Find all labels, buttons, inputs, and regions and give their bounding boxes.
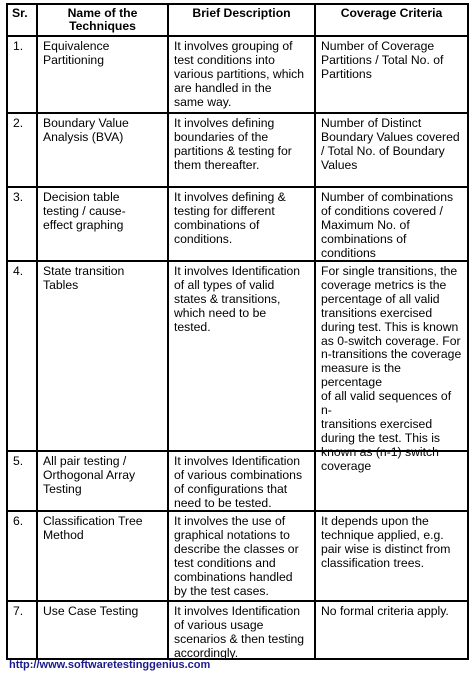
row-description: It involves Identification of various usage scenarios & then testing accordingly.	[167, 600, 314, 660]
techniques-table	[6, 3, 469, 660]
row-description: It involves Identification of all types of valid states & transitions, which need to be tested.	[167, 260, 314, 450]
row-technique: Boundary Value Analysis (BVA)	[36, 112, 167, 186]
row-coverage: Number of Coverage Partitions / Total No. of Partitions	[314, 35, 469, 112]
row-sr: 7.	[6, 600, 36, 660]
source-url-footer: http://www.softwaretestinggenius.com	[9, 659, 211, 671]
row-description: It involves Identification of various combinations of configurations that need to be tested.	[167, 450, 314, 510]
table-row	[6, 35, 469, 112]
row-sr: 5.	[6, 450, 36, 510]
table-row	[6, 112, 469, 186]
row-technique: Decision table testing / cause- effect graphing	[36, 186, 167, 260]
row-sr: 6.	[6, 510, 36, 600]
row-coverage: For single transitions, the coverage metrics is the percentage of all valid transitions exercised during test. This is known as 0-switch coverage. For n-transitions the coverage measure is the percentage of all valid sequences of n- transitions exercised during the test. This is known as (n-1) switch coverage	[314, 260, 469, 450]
header-description: Brief Description	[167, 3, 314, 35]
row-coverage: It depends upon the technique applied, e.g. pair wise is distinct from classification trees.	[314, 510, 469, 600]
table-row	[6, 450, 469, 510]
row-sr: 1.	[6, 35, 36, 112]
row-description: It involves defining & testing for different combinations of conditions.	[167, 186, 314, 260]
table-header-row	[6, 3, 469, 35]
row-technique: Equivalence Partitioning	[36, 35, 167, 112]
table-row	[6, 260, 469, 473]
row-description: It involves the use of graphical notations to describe the classes or test conditions and combinations handled by the test cases.	[167, 510, 314, 600]
row-technique: All pair testing / Orthogonal Array Testing	[36, 450, 167, 510]
row-technique: Use Case Testing	[36, 600, 167, 660]
header-sr: Sr.	[6, 3, 36, 35]
row-description: It involves grouping of test conditions into various partitions, which are handled in the same way.	[167, 35, 314, 112]
table-row	[6, 600, 469, 660]
row-coverage: Number of Distinct Boundary Values covered / Total No. of Boundary Values	[314, 112, 469, 186]
row-coverage	[314, 450, 469, 510]
table-row	[6, 510, 469, 600]
header-technique: Name of the Techniques	[36, 3, 167, 35]
table-row	[6, 186, 469, 260]
row-technique: State transition Tables	[36, 260, 167, 450]
row-coverage: No formal criteria apply.	[314, 600, 469, 660]
row-sr: 2.	[6, 112, 36, 186]
row-technique: Classification Tree Method	[36, 510, 167, 600]
row-description: It involves defining boundaries of the partitions & testing for them thereafter.	[167, 112, 314, 186]
row-coverage: Number of combinations of conditions covered / Maximum No. of combinations of conditions	[314, 186, 469, 260]
row-sr: 4.	[6, 260, 36, 450]
row-sr: 3.	[6, 186, 36, 260]
header-coverage: Coverage Criteria	[314, 3, 469, 35]
